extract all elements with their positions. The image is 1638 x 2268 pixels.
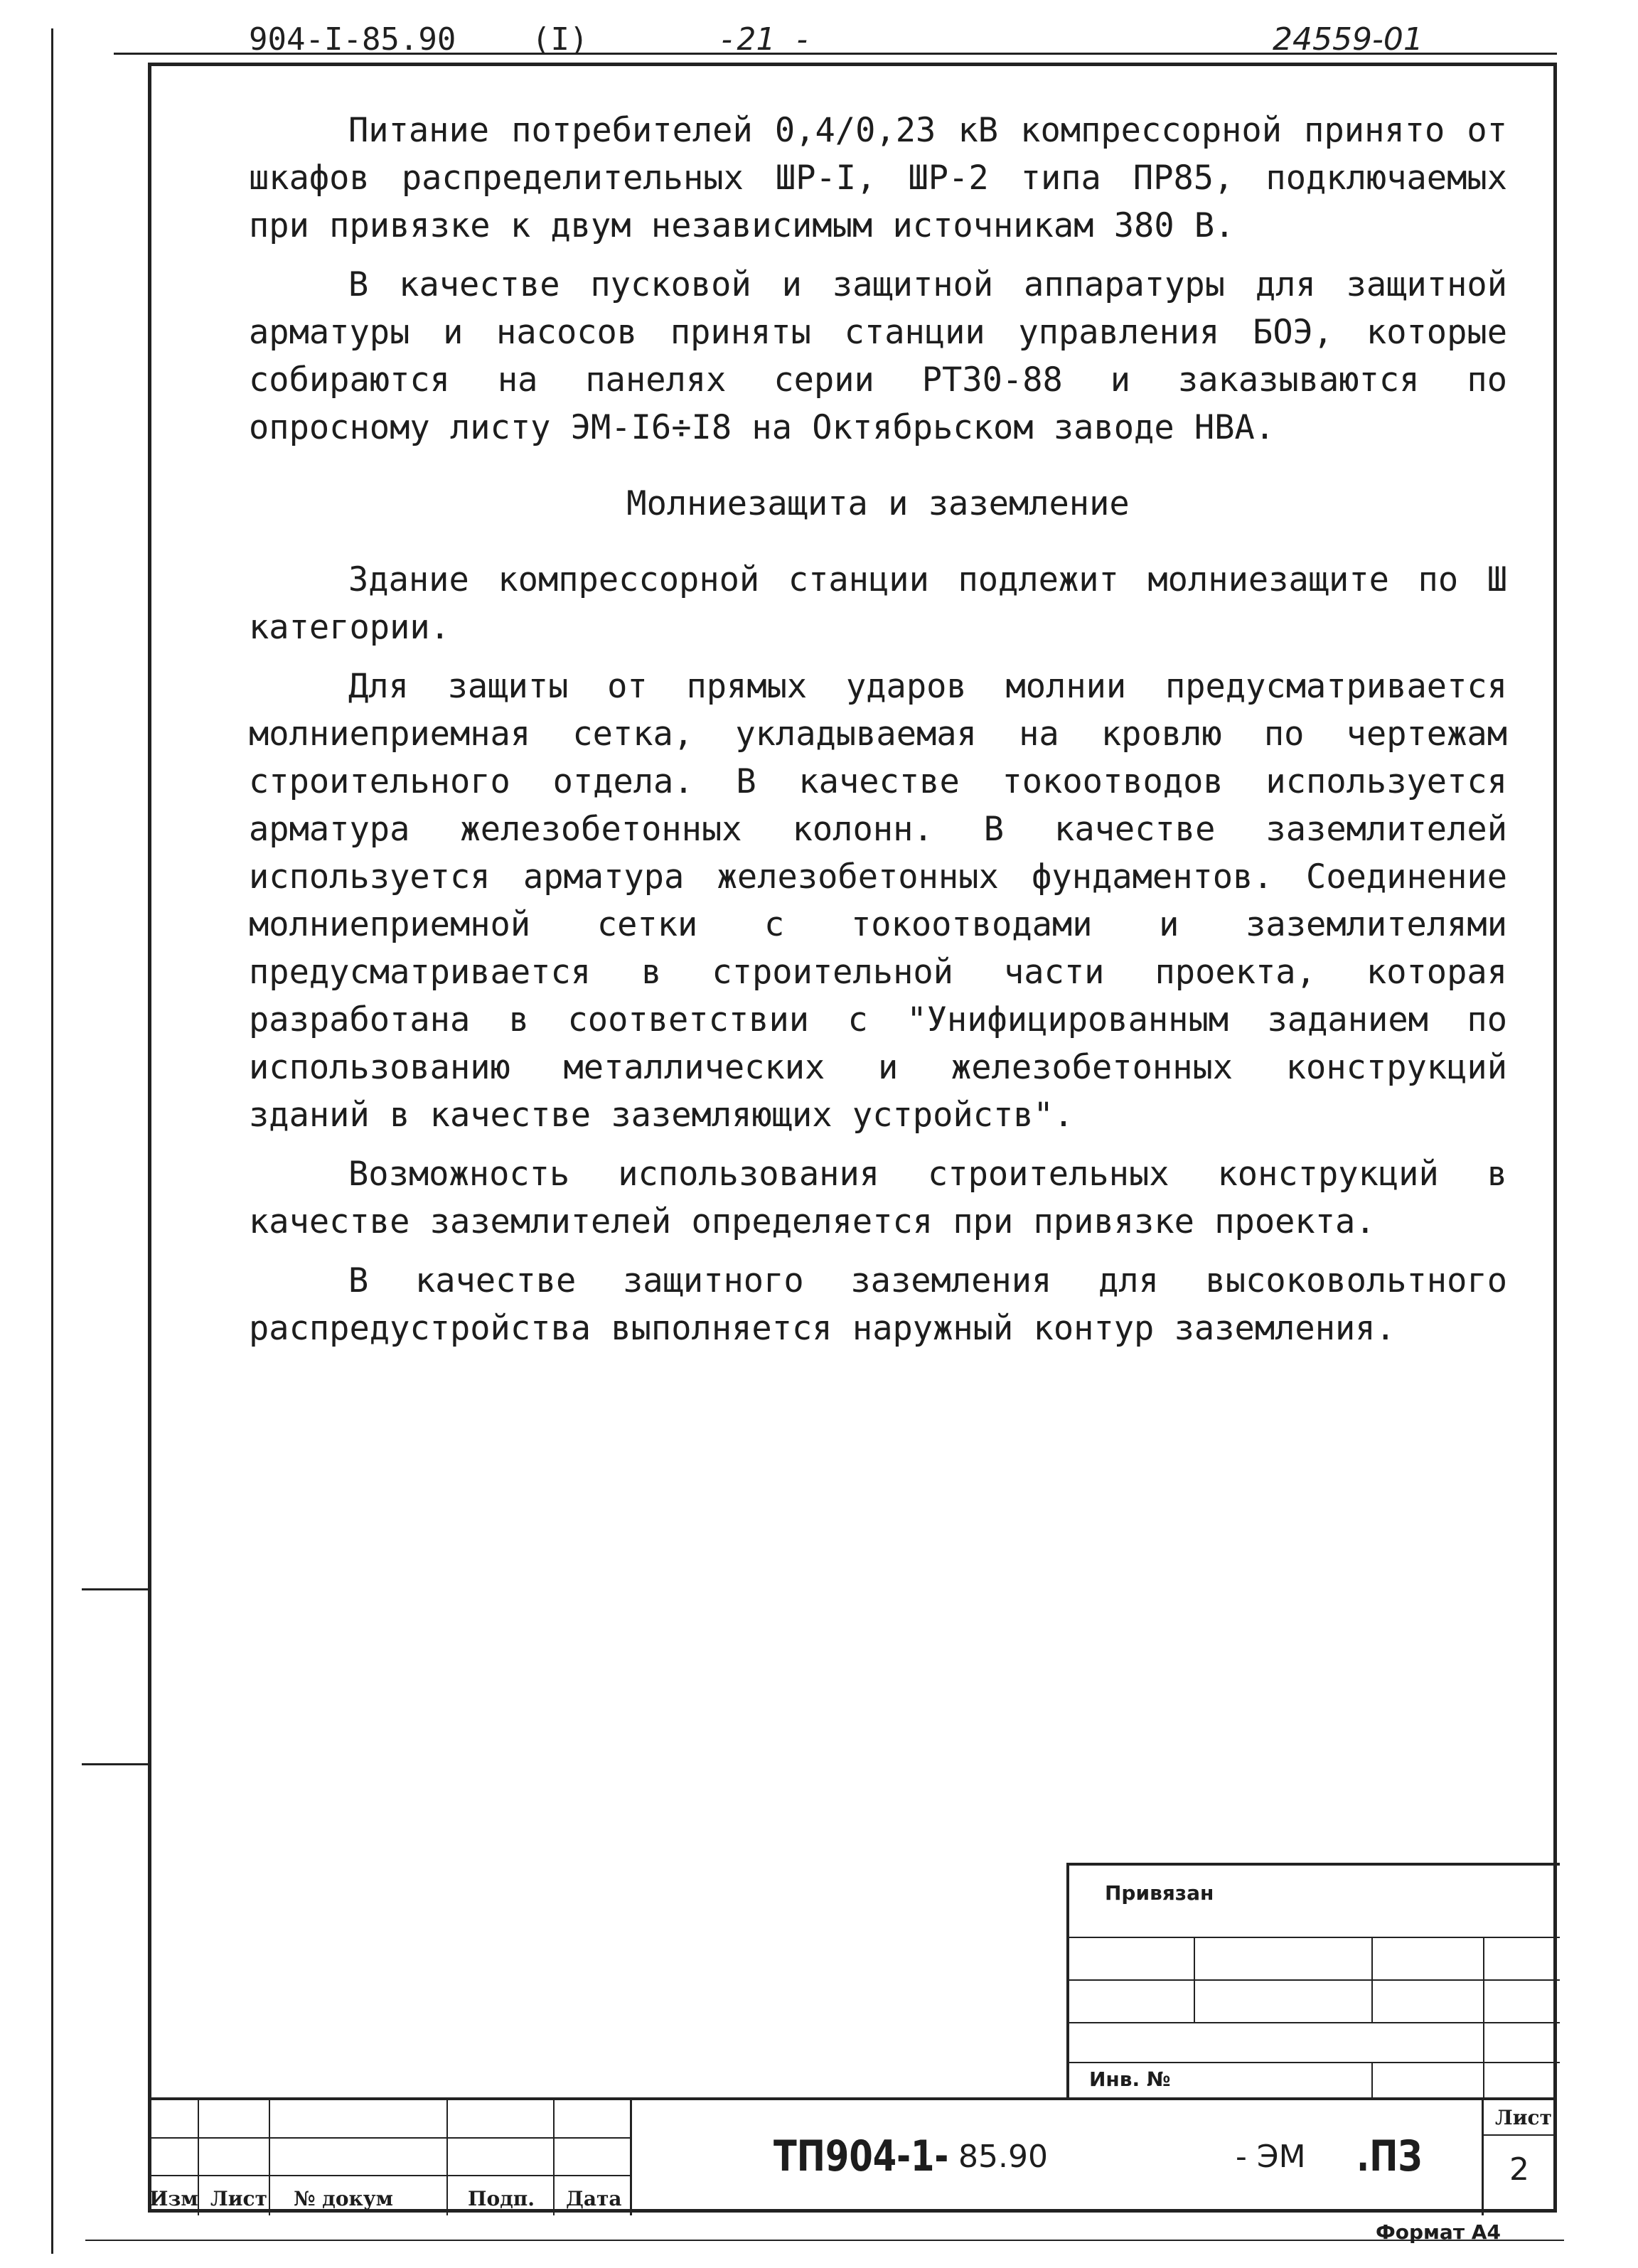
stamp-col-2 <box>1371 1937 1373 2022</box>
sheet-row <box>1482 2134 1557 2136</box>
inventory-label: Инв. № <box>1089 2068 1171 2091</box>
binding-edge-line <box>51 28 53 2254</box>
sheet-number: 2 <box>1509 2151 1529 2188</box>
attachment-stamp <box>1066 1863 1560 2100</box>
title-row-2 <box>148 2175 630 2176</box>
stamp-rule-1 <box>1069 1937 1560 1938</box>
title-col-list <box>269 2100 270 2215</box>
section-title: Молниезащита и заземление <box>626 484 1130 523</box>
paragraph-lightning-protection: Для защиты от прямых ударов молнии предусматривается молниеприемная сетка, укладываемая на кровлю по чертежам строительного отдела. В качестве токоотводов используется арматура железобетонных колонн. В качестве заземлителей используется арматура железобетонных фундаментов. Соединение молниеприемной сетки с токоотводами и заземлителями предусматривается в строительной части проекта, которая разработана в соответствии с "Унифицированным заданием по использованию металлических и железобетонных конструкций зданий в качестве заземляющих устройств". <box>249 667 1507 1135</box>
designation-suffix: - ЭМ <box>1236 2139 1306 2175</box>
title-col-list-label: Лист <box>210 2187 267 2210</box>
title-col-date <box>630 2100 632 2215</box>
title-col-sign-label: Подп. <box>468 2187 535 2210</box>
footer-rule <box>85 2240 1564 2241</box>
stamp-col-3 <box>1483 1937 1484 2100</box>
paragraph-starting-equipment: В качестве пусковой и защитной аппаратуры для защитной арматуры и насосов приняты станции управления БОЭ, которые собираются на панелях серии РТ30-88 и заказываются по опросному листу ЭМ-I6÷I8 на Октябрьском заводе НВА. <box>249 265 1507 447</box>
paragraph-lightning-category: Здание компрессорной станции подлежит молниезащите по Ш категории. <box>249 560 1507 647</box>
paper-format: Формат А4 <box>1376 2220 1501 2244</box>
sheet-col <box>1482 2100 1484 2215</box>
document-body <box>249 107 1507 1364</box>
paragraph-protective-grounding: В качестве защитного заземления для высоковольтного распредустройства выполняется наружный контур заземления. <box>249 1261 1507 1348</box>
header-doc-code: 904-I-85.90 <box>249 21 456 58</box>
stamp-col-4 <box>1371 2062 1373 2097</box>
binding-tick-1 <box>82 1588 149 1590</box>
title-row-1 <box>148 2137 630 2139</box>
paragraph-power-supply: Питание потребителей 0,4/0,23 кВ компрессорной принято от шкафов распределительных ШР-I, ШР-2 типа ПР85, подключаемых при привязке к двум независимым источникам 380 В. <box>249 111 1507 245</box>
title-col-date-label: Дата <box>566 2187 622 2210</box>
header-page-number: -21 - <box>718 21 813 58</box>
binding-tick-2 <box>82 1763 149 1765</box>
designation-prefix: ТП904-1- <box>774 2131 949 2181</box>
stamp-col-1 <box>1194 1937 1195 2022</box>
attached-label: Привязан <box>1105 1881 1214 1905</box>
stamp-rule-2 <box>1069 1979 1560 1981</box>
title-col-sign <box>553 2100 555 2215</box>
sheet-label: Лист <box>1495 2106 1552 2129</box>
designation-pz: .ПЗ <box>1356 2131 1423 2181</box>
paragraph-construction-grounding: Возможность использования строительных конструкций в качестве заземлителей определяется при привязке проекта. <box>249 1155 1507 1241</box>
title-col-doc-label: № докум <box>294 2187 393 2210</box>
title-col-doc <box>446 2100 448 2215</box>
stamp-rule-3 <box>1069 2022 1560 2023</box>
designation-number: 85.90 <box>958 2139 1048 2175</box>
title-col-izm-label: Изм <box>149 2187 198 2210</box>
title-block <box>148 2097 1557 2215</box>
header-album: (I) <box>532 21 589 58</box>
header-inventory-number: 24559-01 <box>1273 21 1423 58</box>
stamp-rule-4 <box>1069 2062 1560 2063</box>
